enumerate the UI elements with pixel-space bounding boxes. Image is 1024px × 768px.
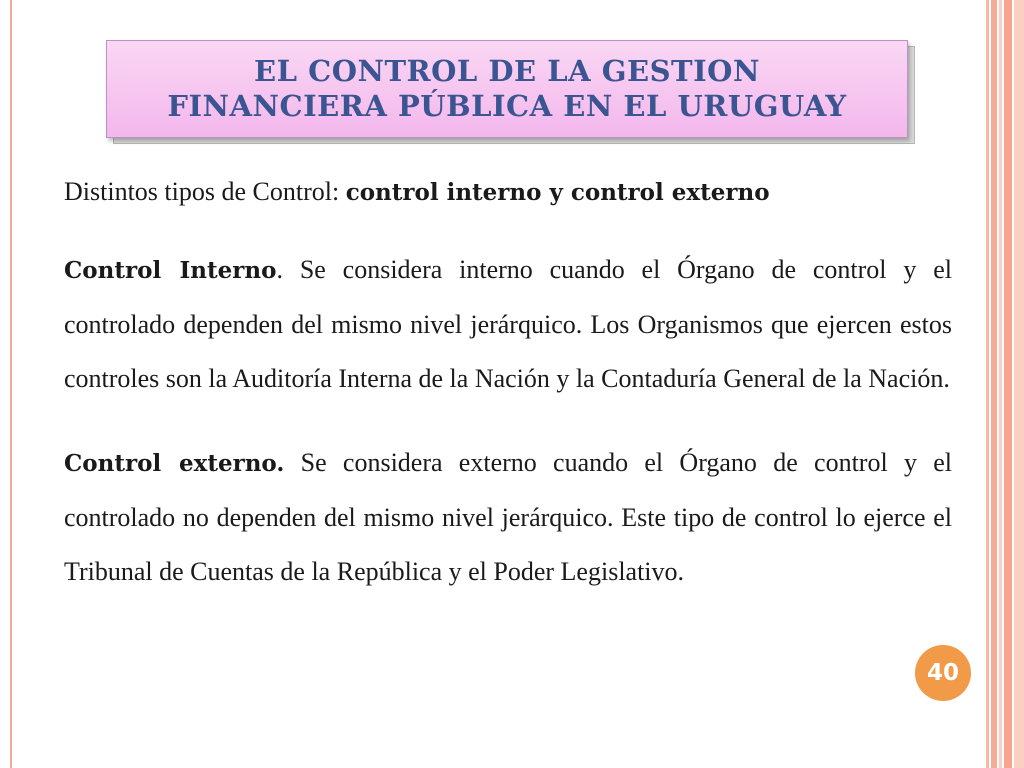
title-box (106, 40, 908, 138)
intro-prefix: Distintos tipos de Control: (64, 177, 346, 206)
slide-title (167, 54, 846, 124)
page-number-badge: 40 (915, 645, 971, 701)
control-interno-heading: Control Interno (64, 257, 277, 284)
intro-bold: control interno y control externo (345, 179, 770, 206)
control-externo-paragraph (64, 436, 952, 599)
control-interno-text: . Se considera interno cuando el Órgano de control y el controlado dependen del mismo nivel jerárquico. Los Organismos que ejercen estos controles son la Auditoría Interna de la Nación y la Contaduría General de la Nación. (64, 255, 952, 393)
right-stripe (991, 0, 997, 768)
intro-paragraph (64, 172, 952, 213)
slide-content (64, 172, 952, 629)
control-externo-text: Se considera externo cuando el Órgano de control y el controlado no dependen del mismo nivel jerárquico. Este tipo de control lo ejerce el Tribunal de Cuentas de la República y el Poder Legislativo. (64, 448, 952, 586)
control-interno-paragraph (64, 243, 952, 406)
title-line-1: EL CONTROL DE LA GESTION (254, 54, 760, 89)
right-stripe (986, 0, 989, 768)
right-stripe (999, 0, 1002, 768)
right-stripe (1014, 0, 1024, 768)
control-externo-heading: Control externo. (64, 450, 285, 477)
left-border-line (10, 0, 12, 768)
title-line-2: FINANCIERA PÚBLICA EN EL URUGUAY (167, 89, 847, 123)
right-stripe (1004, 0, 1012, 768)
